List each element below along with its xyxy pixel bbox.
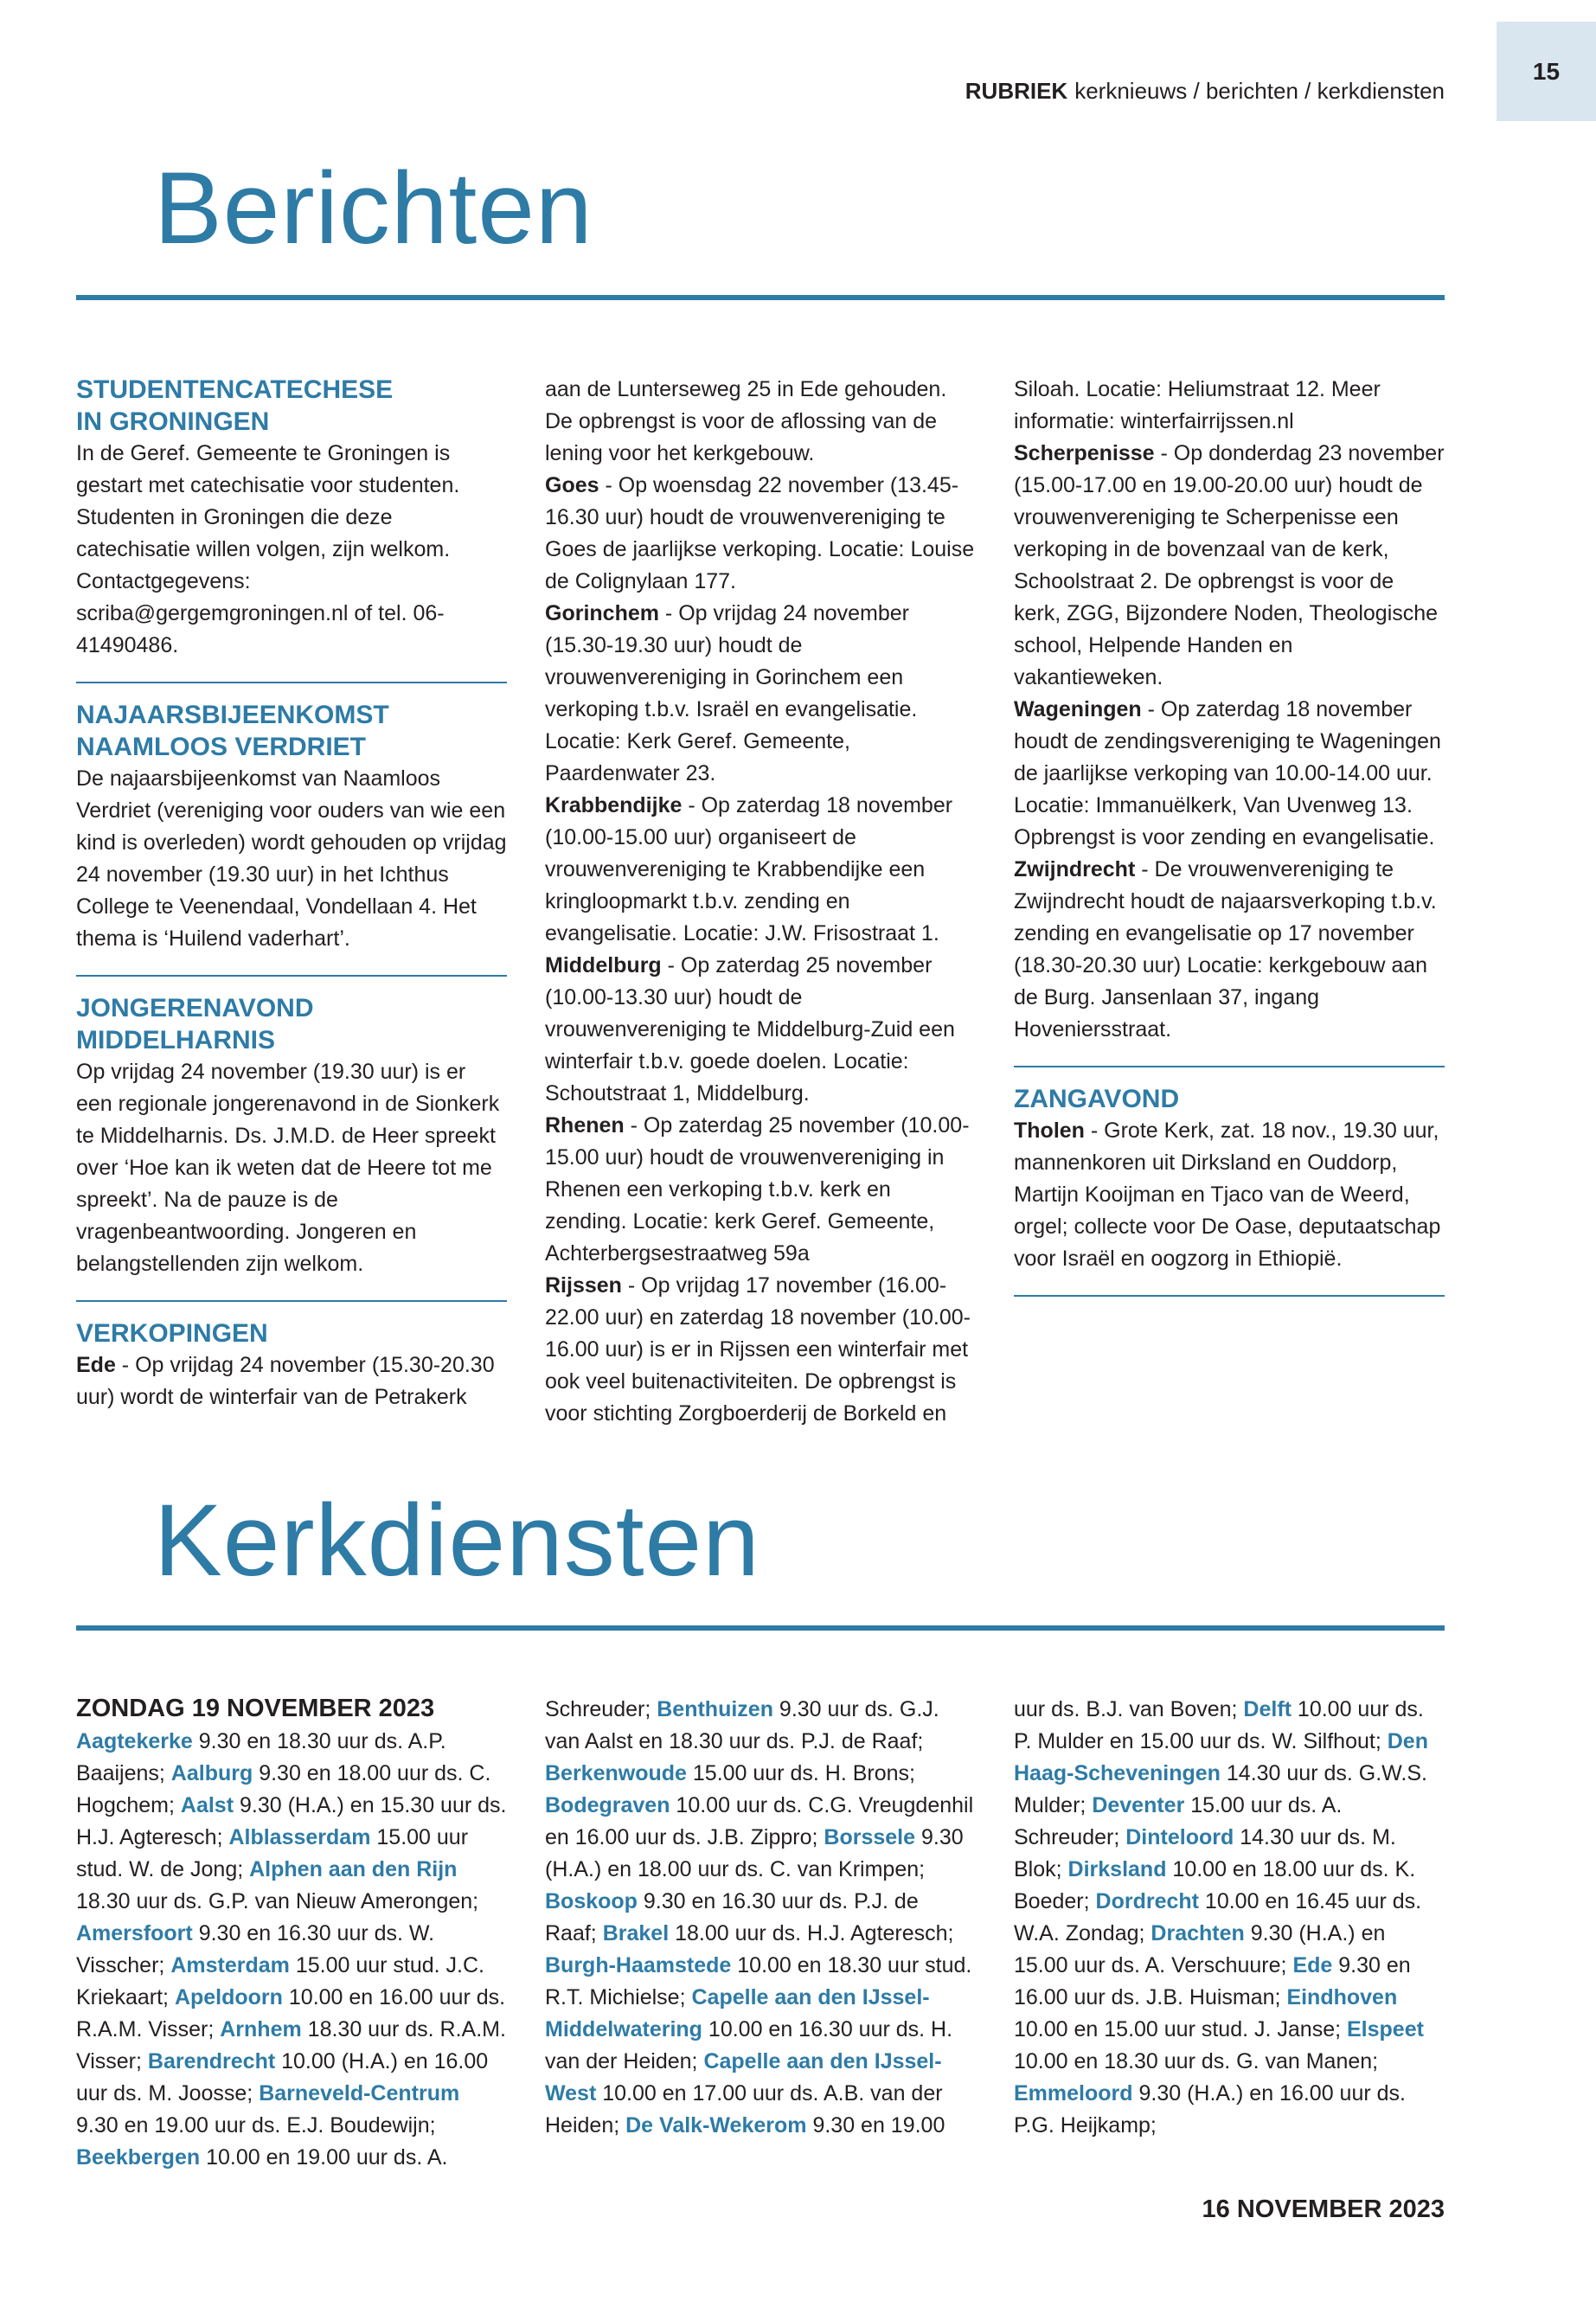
service-details-continued: uur ds. B.J. van Boven; [1014,1697,1244,1721]
service-place: Dinteloord [1125,1825,1234,1849]
bericht-text: - De vrouwenvereniging te Zwijndrecht houdt de najaarsverkoping t.b.v. zending en evangelisatie op 17 november (18.30-20.30 uur) Locatie: kerkgebouw aan de Burg. Jansenlaan 37, ingang Hoveniersstraat. [1014,857,1437,1042]
bericht-paragraph [1014,1115,1445,1275]
service-details: 9.30 en 19.00 uur ds. E.J. Boudewijn; [76,2113,436,2138]
service-details: 10.00 (H.A.) en 16.00 uur ds. M. Joosse; [76,2049,489,2106]
service-place: Dirksland [1067,1857,1167,1881]
service-list [76,1726,507,2174]
bericht-place: Rhenen [545,1113,625,1138]
bericht-text: - Op vrijdag 17 november (16.00-22.00 uur) en zaterdag 18 november (10.00-16.00 uur) is er in Rijssen een winterfair met ook veel buitenactiviteiten. De opbrengst is voor stichting Zorgboerderij de Borkeld en [545,1273,971,1426]
bericht-paragraph [76,1349,507,1413]
service-details: 9.30 en 16.30 uur ds. P.J. de Raaf; [545,1889,919,1945]
service-details: 10.00 uur ds. P. Mulder en 15.00 uur ds. W. Silfhout; [1014,1697,1424,1753]
bericht-text: - Op zaterdag 25 november (10.00-15.00 uur) houdt de vrouwenvereniging in Rhenen een verkoping t.b.v. kerk en zending. Locatie: kerk Geref. Gemeente, Achterbergsestraatweg 59a [545,1113,970,1266]
service-details: 15.00 uur stud. W. de Jong; [76,1825,469,1881]
service-place: Aalburg [170,1761,253,1785]
service-details: 9.30 (H.A.) en 18.00 uur ds. C. van Krimpen; [545,1825,964,1881]
bericht-paragraph [545,598,976,790]
bericht-text: - Op zaterdag 18 november houdt de zendingsvereniging te Wageningen de jaarlijkse verkoping van 10.00-14.00 uur. Locatie: Immanuëlkerk, Van Uvenweg 13. Opbrengst is voor zending en evangelisatie. [1014,697,1441,849]
section-divider [76,1300,507,1302]
bericht-paragraph [545,1110,976,1270]
service-place: Aagtekerke [76,1729,193,1753]
service-details: 15.00 uur stud. J.C. Kriekaart; [76,1953,484,2009]
berichten-column-1 [76,374,507,1413]
service-details: 9.30 (H.A.) en 16.00 uur ds. P.G. Heijkamp; [1014,2081,1406,2138]
service-details: 10.00 en 18.00 uur ds. K. Boeder; [1014,1857,1416,1913]
service-place: Borssele [824,1825,916,1849]
service-place: Alphen aan den Rijn [249,1857,458,1881]
bericht-paragraph [76,438,507,662]
bericht-place: Wageningen [1014,697,1142,721]
service-details: 18.30 uur ds. R.A.M. Visser; [76,2017,506,2073]
service-place: Amsterdam [170,1953,290,1977]
service-place: De Valk-Wekerom [625,2113,807,2138]
service-place: Brakel [602,1921,670,1945]
service-details: 9.30 en 19.00 [806,2113,945,2138]
section-title: NAJAARSBIJEENKOMST NAAMLOOS VERDRIET [76,701,389,761]
service-place: Bodegraven [545,1793,670,1817]
service-place: Capelle aan den IJssel-West [545,2049,942,2106]
service-details: 18.30 uur ds. G.P. van Nieuw Amerongen; [76,1889,479,1913]
berichten-column-2 [545,374,976,1430]
service-details: 15.00 uur ds. A. Schreuder; [1014,1793,1343,1849]
section-title: JONGERENAVOND MIDDELHARNIS [76,994,314,1054]
service-place: Alblasserdam [228,1825,371,1849]
service-details: 10.00 en 18.30 uur stud. R.T. Michielse; [545,1953,972,2009]
kerkdiensten-column-1 [76,1691,507,2174]
bericht-place: Scherpenisse [1014,441,1155,465]
bericht-text: - Op woensdag 22 november (13.45-16.30 uur) houdt de vrouwenvereniging te Goes de jaarlijkse verkoping. Locatie: Louise de Colignylaan 177. [545,473,975,593]
bericht-text: - Grote Kerk, zat. 18 nov., 19.30 uur, mannenkoren uit Dirksland en Ouddorp, Martijn Kooijman en Tjaco van de Weerd, orgel; collecte voor De Oase, deputaatschap voor Israël en oogzorg in Ethiopië. [1014,1118,1441,1271]
service-place: Elspeet [1347,2017,1424,2041]
service-details: 15.00 uur ds. H. Brons; [686,1761,915,1785]
bericht-paragraph [1014,438,1445,694]
bericht-paragraph [545,790,976,950]
section-divider [1014,1295,1445,1297]
bericht-text: - Op vrijdag 24 november (15.30-20.30 uur) wordt de winterfair van de Petrakerk [76,1353,495,1409]
page-number: 15 [1532,57,1561,85]
bericht-paragraph [1014,854,1445,1046]
berichten-title: Berichten [154,151,593,266]
service-details: 9.30 en 16.00 uur ds. J.B. Huisman; [1014,1953,1411,2009]
bericht-place: Ede [76,1353,116,1377]
service-place: Delft [1243,1697,1292,1721]
service-details: 9.30 en 16.30 uur ds. W. Visscher; [76,1921,435,1977]
section-divider [1014,1066,1445,1067]
berichten-rule [76,295,1445,300]
service-details: 9.30 en 18.30 uur ds. A.P. Baaijens; [76,1729,446,1785]
service-place: Beekbergen [76,2145,201,2170]
service-place: Barneveld-Centrum [259,2081,460,2106]
service-place: Amersfoort [76,1921,193,1945]
bericht-paragraph [545,470,976,598]
service-place: Boskoop [545,1889,638,1913]
bericht-place: Tholen [1014,1118,1085,1143]
service-place: Emmeloord [1014,2081,1133,2106]
service-details: 10.00 en 17.00 uur ds. A.B. van der Heiden; [545,2081,943,2138]
kerkdiensten-column-2 [545,1694,976,2142]
service-details: 10.00 en 15.00 uur stud. J. Janse; [1014,2017,1347,2041]
bericht-text: In de Geref. Gemeente te Groningen is gestart met catechisatie voor studenten. Studenten in Groningen die deze catechisatie willen volgen, zijn welkom. Contactgegevens: scriba@gergemgroningen.nl of tel. 06-41490486. [76,441,460,657]
kerkdiensten-column-3 [1014,1694,1445,2142]
service-place: Den Haag-Scheveningen [1014,1729,1428,1785]
service-details: 14.30 uur ds. M. Blok; [1014,1825,1396,1881]
section-title: STUDENTENCATECHESE IN GRONINGEN [76,375,394,436]
bericht-place: Krabbendijke [545,793,683,817]
page-number-tab [1497,22,1596,121]
bericht-text: - Op donderdag 23 november (15.00-17.00 en 19.00-20.00 uur) houdt de vrouwenvereniging te Scherpenisse een verkoping in de bovenzaal van de kerk, Schoolstraat 2. De opbrengst is voor de kerk, ZGG, Bijzondere Noden, Theologische school, Helpende Handen en vakantieweken. [1014,441,1445,689]
service-place: Ede [1292,1953,1333,1977]
berichten-column-3 [1014,374,1445,1312]
service-details: 10.00 en 16.30 uur ds. H. van der Heiden; [545,2017,953,2073]
service-details: 10.00 en 16.00 uur ds. R.A.M. Visser; [76,1985,506,2041]
service-details: 9.30 uur ds. G.J. van Aalst en 18.30 uur ds. P.J. de Raaf; [545,1697,939,1753]
bericht-text-continued: aan de Lunterseweg 25 in Ede gehouden. De opbrengst is voor de aflossing van de lening voor het kerkgebouw. [545,377,947,465]
bericht-place: Goes [545,473,599,497]
bericht-text: - Op zaterdag 18 november (10.00-15.00 uur) organiseert de vrouwenvereniging te Krabbendijke een kringloopmarkt t.b.v. zending en evangelisatie. Locatie: J.W. Frisostraat 1. [545,793,953,945]
rubriek-path: kerknieuws / berichten / kerkdiensten [1074,78,1445,104]
bericht-text-continued: Siloah. Locatie: Heliumstraat 12. Meer informatie: winterfairrijssen.nl [1014,377,1381,433]
section-title: VERKOPINGEN [76,1319,268,1348]
bericht-text: - Op zaterdag 25 november (10.00-13.30 uur) houdt de vrouwenvereniging te Middelburg-Zuid een winterfair t.b.v. goede doelen. Locatie: Schoutstraat 1, Middelburg. [545,953,955,1106]
service-place: Benthuizen [657,1697,773,1721]
bericht-text: Op vrijdag 24 november (19.30 uur) is er een regionale jongerenavond in de Sionkerk te Middelharnis. Ds. J.M.D. de Heer spreekt over ‘Hoe kan ik weten dat de Heere tot me spreekt’. Na de pauze is de vragenbeantwoording. Jongeren en belangstellenden zijn welkom. [76,1060,500,1276]
service-list [1014,1694,1445,2142]
service-place: Deventer [1092,1793,1185,1817]
service-place: Arnhem [220,2017,302,2041]
section-divider [76,682,507,683]
service-place: Berkenwoude [545,1761,687,1785]
bericht-paragraph [76,763,507,955]
bericht-text: - Op vrijdag 24 november (15.30-19.30 uur) houdt de vrouwenvereniging in Gorinchem een verkoping t.b.v. Israël en evangelisatie. Locatie: Kerk Geref. Gemeente, Paardenwater 23. [545,601,918,785]
bericht-place: Rijssen [545,1273,622,1298]
service-details: 10.00 en 16.45 uur ds. W.A. Zondag; [1014,1889,1422,1945]
issue-date: 16 NOVEMBER 2023 [1202,2195,1445,2223]
bericht-paragraph [545,950,976,1110]
bericht-text: De najaarsbijeenkomst van Naamloos Verdriet (vereniging voor ouders van wie een kind is overleden) wordt gehouden op vrijdag 24 november (19.30 uur) in het Ichthus College te Veenendaal, Vondellaan 4. Het thema is ‘Huilend vaderhart’. [76,766,507,951]
bericht-paragraph [1014,694,1445,854]
bericht-place: Gorinchem [545,601,659,625]
service-details-continued: Schreuder; [545,1697,657,1721]
service-details: 14.30 uur ds. G.W.S. Mulder; [1014,1761,1427,1817]
section-title: ZANGAVOND [1014,1085,1180,1113]
service-place: Barendrecht [147,2049,276,2073]
kerkdiensten-title: Kerkdiensten [154,1484,760,1598]
service-place: Aalst [180,1793,234,1817]
service-details: 9.30 (H.A.) en 15.30 uur ds. H.J. Agteresch; [76,1793,507,1849]
bericht-place: Zwijndrecht [1014,857,1136,881]
service-details: 9.30 (H.A.) en 15.00 uur ds. A. Verschuure; [1014,1921,1386,1977]
kerkdiensten-rule [76,1625,1445,1631]
service-place: Capelle aan den IJssel-Middelwatering [545,1985,930,2041]
service-details: 10.00 en 19.00 uur ds. A. [200,2145,448,2170]
service-details: 9.30 en 18.00 uur ds. C. Hogchem; [76,1761,491,1817]
service-day-title: ZONDAG 19 NOVEMBER 2023 [76,1695,435,1722]
rubriek-header [965,78,1445,105]
section-divider [76,975,507,977]
service-details: 18.00 uur ds. H.J. Agteresch; [669,1921,954,1945]
service-details: 10.00 en 18.30 uur ds. G. van Manen; [1014,2049,1379,2073]
service-place: Eindhoven [1286,1985,1398,2009]
service-details: 10.00 uur ds. C.G. Vreugdenhil en 16.00 uur ds. J.B. Zippro; [545,1793,974,1849]
bericht-place: Middelburg [545,953,662,977]
bericht-paragraph-continued [1014,374,1445,438]
service-place: Apeldoorn [174,1985,283,2009]
bericht-paragraph [76,1056,507,1280]
service-list [545,1694,976,2142]
rubriek-label: RUBRIEK [965,78,1068,104]
service-place: Burgh-Haamstede [545,1953,732,1977]
service-place: Dordrecht [1095,1889,1199,1913]
service-place: Drachten [1151,1921,1245,1945]
bericht-paragraph [545,1270,976,1430]
bericht-paragraph-continued [545,374,976,470]
